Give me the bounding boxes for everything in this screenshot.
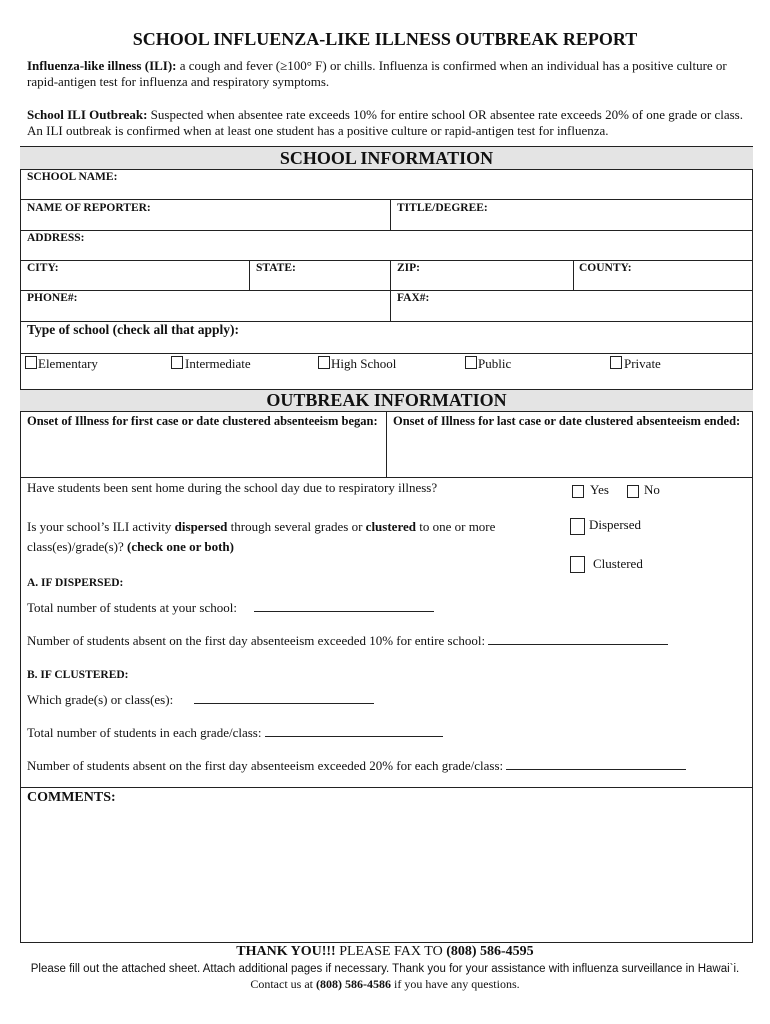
footer-fax-line	[0, 944, 770, 960]
b-absent-field[interactable]	[506, 757, 686, 770]
activity-q-check: (check one or both)	[126, 539, 234, 554]
b-which-label: Which grade(s) or class(es):	[27, 692, 174, 707]
a-absent-field[interactable]	[488, 632, 668, 645]
clustered-checkbox[interactable]	[570, 556, 585, 573]
zip-label: ZIP:	[397, 262, 420, 274]
activity-q-clustered: clustered	[365, 519, 416, 534]
outbreak-info-header: OUTBREAK INFORMATION	[266, 390, 507, 410]
comments-area[interactable]	[22, 810, 751, 940]
activity-q-mid: through several grades or	[227, 519, 366, 534]
b-total-row	[27, 724, 443, 741]
section-a-label: A. IF DISPERSED:	[27, 577, 124, 589]
private-label: Private	[624, 356, 661, 371]
dispersed-checkbox[interactable]	[570, 518, 585, 535]
county-label: COUNTY:	[579, 262, 632, 274]
fax-pre-text: PLEASE FAX TO	[335, 944, 447, 959]
footer-instructions: Please fill out the attached sheet. Attach additional pages if necessary. Thank you for your assistance with influenza surveillance in Hawai`i.	[30, 963, 740, 975]
onset-first-label: Onset of Illness for first case or date clustered absenteeism began:	[27, 414, 378, 428]
clustered-label: Clustered	[593, 556, 643, 571]
b-absent-label: Number of students absent on the first day absenteeism exceeded 20% for each grade/class:	[27, 758, 504, 773]
a-total-row	[27, 599, 434, 616]
a-total-field[interactable]	[254, 599, 434, 612]
school-type-label: Type of school (check all that apply):	[27, 322, 239, 337]
sent-home-question: Have students been sent home during the school day due to respiratory illness?	[27, 480, 438, 495]
form-title: SCHOOL INFLUENZA-LIKE ILLNESS OUTBREAK REPORT	[132, 29, 638, 49]
fax-number: (808) 586-4595	[446, 944, 534, 959]
ili-definition	[27, 58, 752, 90]
private-checkbox[interactable]	[610, 356, 622, 369]
elementary-checkbox[interactable]	[25, 356, 37, 369]
phone-label: PHONE#:	[27, 292, 78, 304]
public-label: Public	[478, 356, 512, 371]
title-degree-label: TITLE/DEGREE:	[397, 202, 488, 214]
contact-number: (808) 586-4586	[316, 977, 391, 991]
comments-label: COMMENTS:	[27, 790, 116, 805]
school-info-header: SCHOOL INFORMATION	[279, 148, 494, 168]
no-label: No	[644, 482, 660, 497]
elementary-label: Elementary	[38, 356, 98, 371]
high-school-label: High School	[331, 356, 397, 371]
intermediate-label: Intermediate	[185, 356, 251, 371]
no-checkbox[interactable]	[627, 485, 639, 498]
outbreak-text: Suspected when absentee rate exceeds 10% for entire school OR absentee rate exceeds 20% of one grade or class. An ILI outbreak is confirmed when at least one student has a positive culture or rapid-antigen test for influenza.	[27, 107, 743, 138]
activity-q-post: to one or more class(es)/grade(s)?	[27, 519, 496, 554]
activity-q-dispersed: dispersed	[174, 519, 228, 534]
b-which-row	[27, 691, 374, 708]
dispersed-label: Dispersed	[589, 517, 641, 532]
footer-notes	[0, 962, 770, 992]
yes-label: Yes	[590, 482, 609, 497]
contact-pre: Contact us at	[250, 977, 316, 991]
address-label: ADDRESS:	[27, 232, 85, 244]
b-which-field[interactable]	[194, 691, 374, 704]
a-total-label: Total number of students at your school:	[27, 600, 237, 615]
b-absent-row	[27, 757, 686, 774]
city-label: CITY:	[27, 262, 59, 274]
reporter-label: NAME OF REPORTER:	[27, 202, 151, 214]
high-school-checkbox[interactable]	[318, 356, 330, 369]
activity-question	[27, 517, 547, 557]
outbreak-term: School ILI Outbreak:	[27, 107, 148, 122]
b-total-field[interactable]	[265, 724, 443, 737]
a-absent-label: Number of students absent on the first day absenteeism exceeded 10% for entire school:	[27, 633, 486, 648]
ili-text: a cough and fever (≥100° F) or chills. Influenza is confirmed when an individual has a positive culture or rapid-antigen test for influenza and respiratory symptoms.	[27, 58, 727, 89]
outbreak-definition	[27, 107, 752, 139]
b-total-label: Total number of students in each grade/class:	[27, 725, 262, 740]
a-absent-row	[27, 632, 668, 649]
section-b-label: B. IF CLUSTERED:	[27, 669, 129, 681]
footer-contact	[0, 977, 770, 992]
ili-term: Influenza-like illness (ILI):	[27, 58, 177, 73]
onset-last-label: Onset of Illness for last case or date clustered absenteeism ended:	[393, 414, 741, 428]
activity-q-pre: Is your school’s ILI activity	[27, 519, 175, 534]
state-label: STATE:	[256, 262, 296, 274]
intermediate-checkbox[interactable]	[171, 356, 183, 369]
yes-checkbox[interactable]	[572, 485, 584, 498]
fax-label: FAX#:	[397, 292, 430, 304]
public-checkbox[interactable]	[465, 356, 477, 369]
contact-post: if you have any questions.	[391, 977, 520, 991]
school-name-label: SCHOOL NAME:	[27, 171, 118, 183]
thanks-text: THANK YOU!!!	[236, 944, 336, 959]
